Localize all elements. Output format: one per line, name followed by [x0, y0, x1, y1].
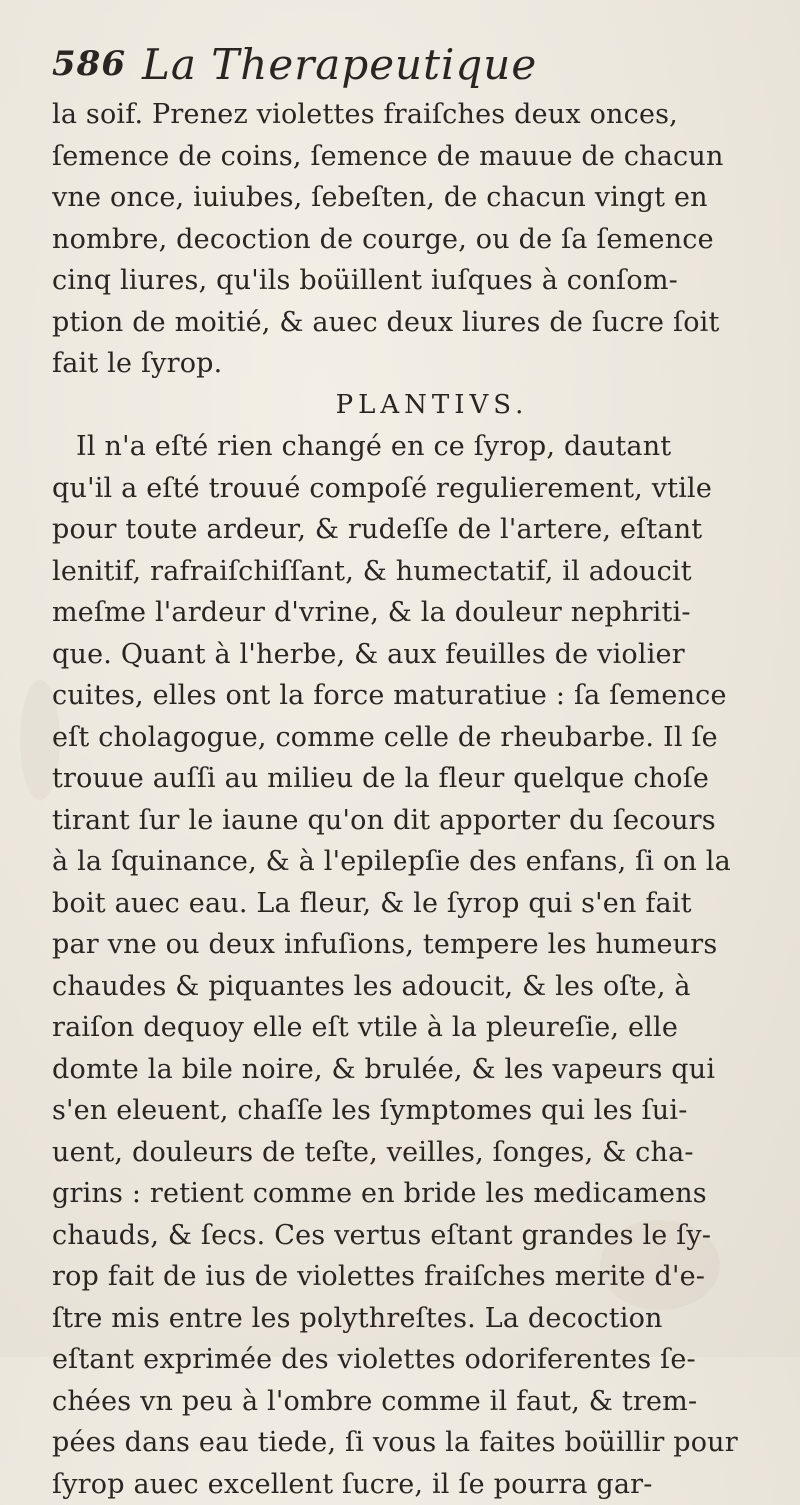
page-number: 586 — [52, 44, 126, 84]
text-line: cinq liures, qu'ils boüillent iuſques à conſom- — [52, 260, 772, 302]
text-line: par vne ou deux infuſions, tempere les humeurs — [52, 924, 772, 966]
text-line: cuites, elles ont la force maturatiue : ſa ſemence — [52, 675, 772, 717]
text-line: tirant ſur le iaune qu'on dit apporter du ſecours — [52, 800, 772, 842]
text-line: trouue auſſi au milieu de la fleur quelque choſe — [52, 758, 772, 800]
text-line: chauds, & ſecs. Ces vertus eſtant grandes le ſy- — [52, 1215, 772, 1257]
text-line: rop fait de ius de violettes fraiſches merite d'e- — [52, 1256, 772, 1298]
text-line: chaudes & piquantes les adoucit, & les oſte, à — [52, 966, 772, 1008]
text-line: Il n'a eſté rien changé en ce ſyrop, dautant — [52, 426, 772, 468]
text-line: raiſon dequoy elle eſt vtile à la pleureſie, elle — [52, 1007, 772, 1049]
text-line: qu'il a eſté trouué compoſé regulierement, vtile — [52, 468, 772, 510]
running-head: La Therapeutique — [142, 40, 537, 89]
text-line: vne once, iuiubes, ſebeſten, de chacun vingt en — [52, 177, 772, 219]
text-line: ſemence de coins, ſemence de mauue de chacun — [52, 136, 772, 178]
text-line: boit auec eau. La fleur, & le ſyrop qui s'en fait — [52, 883, 772, 925]
text-line: à la ſquinance, & à l'epilepſie des enfans, ſi on la — [52, 841, 772, 883]
text-line: fait le ſyrop. — [52, 343, 772, 385]
text-line: chées vn peu à l'ombre comme il faut, & trem- — [52, 1381, 772, 1423]
text-line: s'en eleuent, chaſſe les ſymptomes qui les ſui- — [52, 1090, 772, 1132]
text-line: eſtant exprimée des violettes odoriferentes ſe- — [52, 1339, 772, 1381]
page-header — [52, 40, 772, 94]
body-text — [52, 94, 772, 1505]
text-line: eſt cholagogue, comme celle de rheubarbe. Il ſe — [52, 717, 772, 759]
text-line: ption de moitié, & auec deux liures de ſucre ſoit — [52, 302, 772, 344]
section-heading: PLANTIVS. — [52, 385, 772, 427]
text-line: lenitif, rafraiſchiſſant, & humectatif, il adoucit — [52, 551, 772, 593]
text-line: pour toute ardeur, & rudeſſe de l'artere, eſtant — [52, 509, 772, 551]
text-line: la soif. Prenez violettes fraiſches deux onces, — [52, 94, 772, 136]
text-line: grins : retient comme en bride les medicamens — [52, 1173, 772, 1215]
text-line: pées dans eau tiede, ſi vous la faites boüillir pour — [52, 1422, 772, 1464]
text-line: domte la bile noire, & brulée, & les vapeurs qui — [52, 1049, 772, 1091]
text-line: ſtre mis entre les polythreſtes. La decoction — [52, 1298, 772, 1340]
text-line: meſme l'ardeur d'vrine, & la douleur nephriti- — [52, 592, 772, 634]
text-line: nombre, decoction de courge, ou de ſa ſemence — [52, 219, 772, 261]
text-line: uent, douleurs de teſte, veilles, ſonges, & cha- — [52, 1132, 772, 1174]
text-line: ſyrop auec excellent ſucre, il ſe pourra gar- — [52, 1464, 772, 1505]
text-line: que. Quant à l'herbe, & aux feuilles de violier — [52, 634, 772, 676]
